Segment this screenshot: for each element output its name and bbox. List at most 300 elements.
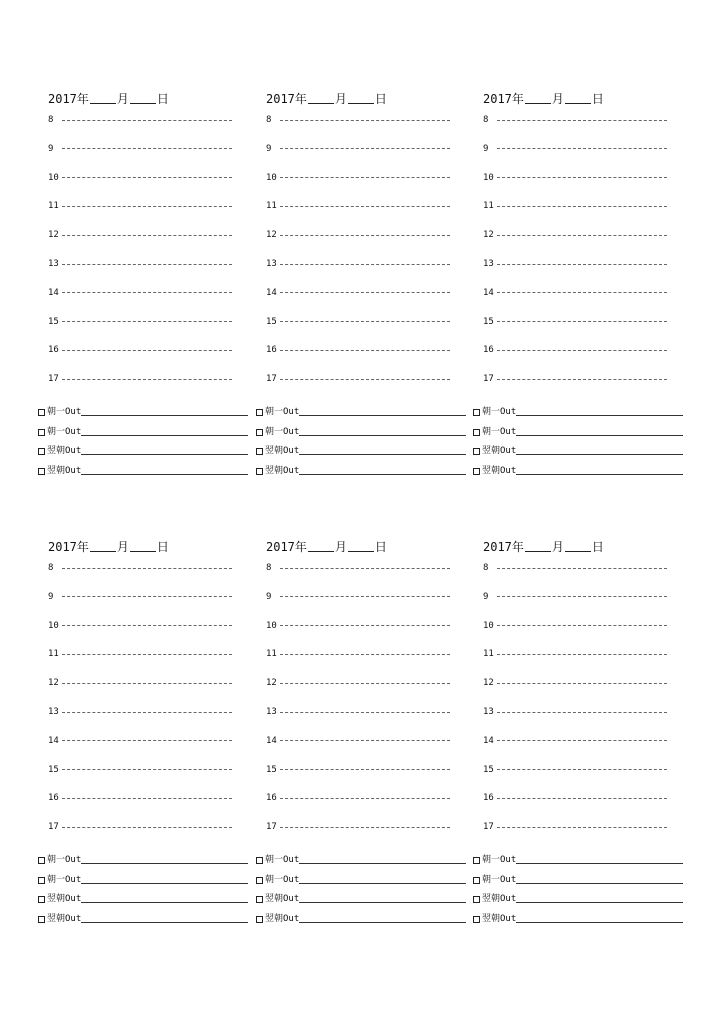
- hour-label: 10: [48, 172, 59, 183]
- write-in-line[interactable]: [299, 863, 466, 864]
- hour-dashed-line: [62, 712, 232, 713]
- hour-label: 12: [483, 678, 494, 689]
- hour-row[interactable]: [483, 763, 667, 777]
- checkbox[interactable]: [38, 896, 45, 903]
- hour-row[interactable]: [48, 113, 232, 127]
- date-header: [266, 538, 387, 556]
- write-in-line[interactable]: [81, 454, 248, 455]
- hour-row[interactable]: [266, 199, 450, 213]
- hour-label: 15: [48, 316, 59, 327]
- write-in-line[interactable]: [299, 922, 466, 923]
- hour-dashed-line: [497, 654, 667, 655]
- checkout-label: 翌朝Out: [265, 894, 300, 904]
- checkout-row: [256, 444, 466, 458]
- hour-dashed-line: [62, 740, 232, 741]
- hour-label: 8: [48, 563, 54, 573]
- hour-row[interactable]: [48, 315, 232, 329]
- hour-row[interactable]: [483, 343, 667, 357]
- hour-row[interactable]: [48, 647, 232, 661]
- hour-dashed-line: [497, 321, 667, 322]
- hour-label: 10: [483, 620, 494, 631]
- hour-dashed-line: [280, 798, 450, 799]
- checkbox[interactable]: [38, 429, 45, 436]
- hour-row[interactable]: [266, 647, 450, 661]
- hour-row[interactable]: [266, 257, 450, 271]
- hour-dashed-line: [62, 769, 232, 770]
- hour-label: 17: [48, 822, 59, 833]
- checkout-row: [473, 873, 683, 887]
- hour-row[interactable]: [48, 228, 232, 242]
- write-in-line[interactable]: [299, 474, 466, 475]
- hour-label: 17: [483, 374, 494, 385]
- date-header: [48, 538, 169, 556]
- hour-dashed-line: [280, 235, 450, 236]
- write-in-line[interactable]: [516, 415, 683, 416]
- checkout-label: 朝一Out: [47, 426, 82, 437]
- hour-row[interactable]: [48, 619, 232, 633]
- checkout-label: 翌朝Out: [47, 913, 82, 924]
- hour-row[interactable]: [266, 372, 450, 386]
- checkbox[interactable]: [256, 896, 263, 903]
- hour-dashed-line: [62, 798, 232, 799]
- hour-label: 13: [483, 259, 494, 269]
- checkout-row: [473, 425, 683, 439]
- checkbox[interactable]: [38, 916, 45, 923]
- checkout-row: [473, 464, 683, 478]
- checkout-row: [256, 873, 466, 887]
- hour-dashed-line: [497, 177, 667, 178]
- hour-dashed-line: [280, 769, 450, 770]
- hour-dashed-line: [280, 292, 450, 293]
- hour-row[interactable]: [266, 676, 450, 690]
- day-card: [256, 90, 466, 485]
- hour-label: 11: [483, 201, 494, 212]
- hour-dashed-line: [280, 120, 450, 121]
- hour-dashed-line: [497, 740, 667, 741]
- hour-dashed-line: [497, 769, 667, 770]
- hour-label: 16: [48, 345, 59, 356]
- checkbox[interactable]: [473, 857, 480, 864]
- hour-dashed-line: [280, 206, 450, 207]
- hour-label: 16: [483, 345, 494, 356]
- hour-dashed-line: [280, 740, 450, 741]
- checkout-row: [256, 892, 466, 906]
- hour-row[interactable]: [483, 199, 667, 213]
- hour-label: 17: [48, 374, 59, 385]
- write-in-line[interactable]: [299, 902, 466, 903]
- month-label: 月: [334, 540, 347, 554]
- hour-dashed-line: [62, 379, 232, 380]
- hour-row[interactable]: [48, 763, 232, 777]
- checkbox[interactable]: [473, 448, 480, 455]
- hour-dashed-line: [280, 148, 450, 149]
- checkout-label: 朝一Out: [47, 407, 82, 417]
- checkout-label: 翌朝Out: [265, 446, 300, 456]
- hour-row[interactable]: [266, 113, 450, 127]
- hour-row[interactable]: [48, 257, 232, 271]
- hour-label: 12: [266, 678, 277, 689]
- write-in-line[interactable]: [81, 863, 248, 864]
- hour-label: 15: [266, 764, 277, 775]
- hour-row[interactable]: [266, 590, 450, 604]
- hour-row[interactable]: [483, 142, 667, 156]
- hour-dashed-line: [497, 235, 667, 236]
- hour-label: 17: [266, 822, 277, 833]
- hour-label: 10: [48, 620, 59, 631]
- hour-label: 10: [266, 172, 277, 183]
- hour-row[interactable]: [266, 315, 450, 329]
- checkbox[interactable]: [38, 468, 45, 475]
- write-in-line[interactable]: [516, 883, 683, 884]
- write-in-line[interactable]: [516, 474, 683, 475]
- checkout-label: 翌朝Out: [265, 913, 300, 924]
- hour-row[interactable]: [48, 171, 232, 185]
- hour-dashed-line: [62, 148, 232, 149]
- checkout-label: 翌朝Out: [482, 913, 517, 924]
- checkout-row: [38, 405, 248, 419]
- checkout-row: [38, 853, 248, 867]
- month-blank[interactable]: [90, 550, 116, 552]
- checkout-label: 朝一Out: [265, 855, 300, 865]
- checkout-label: 翌朝Out: [482, 465, 517, 476]
- hour-label: 8: [266, 115, 272, 125]
- write-in-line[interactable]: [81, 883, 248, 884]
- hour-dashed-line: [280, 379, 450, 380]
- day-label: 日: [591, 540, 604, 554]
- hour-label: 14: [266, 735, 277, 746]
- hour-row[interactable]: [483, 791, 667, 805]
- hour-row[interactable]: [48, 199, 232, 213]
- write-in-line[interactable]: [516, 435, 683, 436]
- month-blank[interactable]: [308, 102, 334, 104]
- hour-row[interactable]: [483, 286, 667, 300]
- hour-dashed-line: [497, 827, 667, 828]
- hour-label: 16: [266, 345, 277, 356]
- checkbox[interactable]: [256, 409, 263, 416]
- checkbox[interactable]: [256, 877, 263, 884]
- hour-label: 14: [48, 287, 59, 298]
- hour-row[interactable]: [266, 791, 450, 805]
- hour-dashed-line: [62, 120, 232, 121]
- hour-dashed-line: [62, 235, 232, 236]
- checkbox[interactable]: [256, 468, 263, 475]
- hour-dashed-line: [280, 683, 450, 684]
- hour-label: 14: [483, 287, 494, 298]
- hour-row[interactable]: [483, 647, 667, 661]
- checkbox[interactable]: [256, 448, 263, 455]
- checkbox[interactable]: [473, 896, 480, 903]
- hour-label: 11: [48, 649, 59, 660]
- hour-row[interactable]: [266, 142, 450, 156]
- month-blank[interactable]: [525, 102, 551, 104]
- hour-row[interactable]: [266, 286, 450, 300]
- hour-dashed-line: [280, 264, 450, 265]
- hour-row[interactable]: [48, 142, 232, 156]
- hour-dashed-line: [280, 177, 450, 178]
- checkout-label: 翌朝Out: [47, 894, 82, 904]
- hour-dashed-line: [62, 596, 232, 597]
- hour-dashed-line: [280, 350, 450, 351]
- hour-label: 12: [48, 678, 59, 689]
- hour-label: 15: [483, 764, 494, 775]
- hour-dashed-line: [497, 120, 667, 121]
- hour-label: 17: [266, 374, 277, 385]
- hour-label: 14: [483, 735, 494, 746]
- write-in-line[interactable]: [299, 883, 466, 884]
- hour-label: 12: [266, 230, 277, 241]
- hour-dashed-line: [62, 827, 232, 828]
- checkout-row: [38, 892, 248, 906]
- hour-row[interactable]: [48, 590, 232, 604]
- hour-row[interactable]: [483, 228, 667, 242]
- hour-row[interactable]: [483, 257, 667, 271]
- day-card: [256, 538, 466, 933]
- hour-row[interactable]: [48, 791, 232, 805]
- write-in-line[interactable]: [299, 454, 466, 455]
- hour-label: 13: [483, 707, 494, 717]
- hour-row[interactable]: [48, 372, 232, 386]
- day-card: [473, 538, 683, 933]
- hour-label: 8: [483, 563, 489, 573]
- checkout-label: 翌朝Out: [265, 465, 300, 476]
- day-blank[interactable]: [130, 550, 156, 552]
- hour-dashed-line: [497, 596, 667, 597]
- hour-label: 9: [48, 591, 54, 602]
- day-blank[interactable]: [565, 550, 591, 552]
- year-label: 2017年: [483, 540, 524, 554]
- checkout-row: [38, 425, 248, 439]
- hour-dashed-line: [497, 568, 667, 569]
- checkout-row: [38, 912, 248, 926]
- hour-label: 8: [48, 115, 54, 125]
- checkout-label: 朝一Out: [482, 855, 517, 865]
- month-label: 月: [116, 92, 129, 106]
- checkout-label: 翌朝Out: [482, 446, 517, 456]
- hour-row[interactable]: [48, 734, 232, 748]
- year-label: 2017年: [266, 540, 307, 554]
- hour-dashed-line: [62, 683, 232, 684]
- hour-label: 11: [483, 649, 494, 660]
- checkbox[interactable]: [38, 877, 45, 884]
- date-header: [266, 90, 387, 108]
- day-card: [473, 90, 683, 485]
- hour-row[interactable]: [483, 619, 667, 633]
- write-in-line[interactable]: [516, 454, 683, 455]
- checkbox[interactable]: [38, 857, 45, 864]
- hour-dashed-line: [280, 625, 450, 626]
- day-blank[interactable]: [348, 550, 374, 552]
- checkout-row: [38, 464, 248, 478]
- hour-row[interactable]: [48, 286, 232, 300]
- write-in-line[interactable]: [516, 922, 683, 923]
- checkbox[interactable]: [256, 916, 263, 923]
- checkout-row: [473, 892, 683, 906]
- hour-row[interactable]: [483, 734, 667, 748]
- hour-row[interactable]: [266, 820, 450, 834]
- hour-dashed-line: [280, 827, 450, 828]
- hour-row[interactable]: [483, 372, 667, 386]
- hour-label: 14: [48, 735, 59, 746]
- hour-label: 12: [48, 230, 59, 241]
- write-in-line[interactable]: [81, 435, 248, 436]
- day-label: 日: [156, 540, 169, 554]
- hour-label: 9: [266, 591, 272, 602]
- hour-label: 17: [483, 822, 494, 833]
- hour-row[interactable]: [266, 705, 450, 719]
- write-in-line[interactable]: [81, 922, 248, 923]
- day-blank[interactable]: [130, 102, 156, 104]
- hour-label: 15: [483, 316, 494, 327]
- hour-label: 13: [48, 259, 59, 269]
- hour-label: 16: [48, 793, 59, 804]
- month-blank[interactable]: [90, 102, 116, 104]
- hour-label: 11: [266, 201, 277, 212]
- hour-label: 14: [266, 287, 277, 298]
- year-label: 2017年: [266, 92, 307, 106]
- day-card: [38, 538, 248, 933]
- hour-label: 15: [48, 764, 59, 775]
- checkout-label: 翌朝Out: [47, 465, 82, 476]
- checkout-label: 朝一Out: [47, 855, 82, 865]
- hour-row[interactable]: [483, 561, 667, 575]
- hour-row[interactable]: [266, 734, 450, 748]
- write-in-line[interactable]: [81, 474, 248, 475]
- hour-dashed-line: [497, 292, 667, 293]
- hour-row[interactable]: [483, 171, 667, 185]
- hour-row[interactable]: [483, 705, 667, 719]
- hour-dashed-line: [62, 654, 232, 655]
- hour-label: 10: [266, 620, 277, 631]
- hour-row[interactable]: [48, 676, 232, 690]
- checkout-row: [473, 853, 683, 867]
- hour-row[interactable]: [266, 171, 450, 185]
- checkout-row: [473, 405, 683, 419]
- month-label: 月: [551, 92, 564, 106]
- checkout-label: 朝一Out: [482, 874, 517, 885]
- checkout-label: 翌朝Out: [482, 894, 517, 904]
- hour-dashed-line: [497, 798, 667, 799]
- write-in-line[interactable]: [81, 415, 248, 416]
- month-label: 月: [551, 540, 564, 554]
- hour-label: 16: [266, 793, 277, 804]
- hour-row[interactable]: [266, 228, 450, 242]
- checkbox[interactable]: [473, 409, 480, 416]
- year-label: 2017年: [483, 92, 524, 106]
- hour-row[interactable]: [483, 113, 667, 127]
- hour-dashed-line: [280, 712, 450, 713]
- checkout-label: 翌朝Out: [47, 446, 82, 456]
- date-header: [48, 90, 169, 108]
- hour-row[interactable]: [483, 820, 667, 834]
- hour-label: 13: [266, 259, 277, 269]
- checkbox[interactable]: [473, 916, 480, 923]
- hour-dashed-line: [280, 596, 450, 597]
- hour-row[interactable]: [266, 763, 450, 777]
- hour-row[interactable]: [48, 561, 232, 575]
- checkout-row: [256, 912, 466, 926]
- date-header: [483, 538, 604, 556]
- hour-row[interactable]: [48, 343, 232, 357]
- checkbox[interactable]: [473, 429, 480, 436]
- day-blank[interactable]: [565, 102, 591, 104]
- hour-label: 8: [266, 563, 272, 573]
- hour-row[interactable]: [266, 561, 450, 575]
- hour-row[interactable]: [483, 676, 667, 690]
- day-label: 日: [156, 92, 169, 106]
- hour-dashed-line: [62, 350, 232, 351]
- hour-label: 15: [266, 316, 277, 327]
- checkbox[interactable]: [256, 857, 263, 864]
- hour-label: 12: [483, 230, 494, 241]
- hour-dashed-line: [62, 206, 232, 207]
- month-label: 月: [116, 540, 129, 554]
- hour-dashed-line: [497, 350, 667, 351]
- write-in-line[interactable]: [516, 902, 683, 903]
- year-label: 2017年: [48, 540, 89, 554]
- hour-row[interactable]: [483, 590, 667, 604]
- hour-row[interactable]: [266, 619, 450, 633]
- day-blank[interactable]: [348, 102, 374, 104]
- hour-label: 9: [483, 143, 489, 154]
- hour-label: 11: [266, 649, 277, 660]
- day-label: 日: [374, 92, 387, 106]
- write-in-line[interactable]: [81, 902, 248, 903]
- month-label: 月: [334, 92, 347, 106]
- hour-dashed-line: [62, 292, 232, 293]
- day-label: 日: [591, 92, 604, 106]
- checkbox[interactable]: [38, 409, 45, 416]
- checkout-label: 朝一Out: [482, 407, 517, 417]
- hour-row[interactable]: [483, 315, 667, 329]
- checkbox[interactable]: [473, 877, 480, 884]
- hour-row[interactable]: [48, 820, 232, 834]
- checkout-label: 朝一Out: [482, 426, 517, 437]
- day-label: 日: [374, 540, 387, 554]
- date-header: [483, 90, 604, 108]
- checkout-label: 朝一Out: [47, 874, 82, 885]
- checkout-row: [473, 444, 683, 458]
- month-blank[interactable]: [525, 550, 551, 552]
- hour-dashed-line: [62, 625, 232, 626]
- checkout-row: [256, 464, 466, 478]
- hour-label: 10: [483, 172, 494, 183]
- hour-label: 16: [483, 793, 494, 804]
- checkout-row: [256, 425, 466, 439]
- hour-dashed-line: [497, 148, 667, 149]
- checkout-label: 朝一Out: [265, 407, 300, 417]
- month-blank[interactable]: [308, 550, 334, 552]
- hour-dashed-line: [280, 654, 450, 655]
- hour-dashed-line: [497, 712, 667, 713]
- hour-row[interactable]: [48, 705, 232, 719]
- hour-dashed-line: [497, 206, 667, 207]
- checkout-row: [38, 444, 248, 458]
- hour-dashed-line: [497, 379, 667, 380]
- checkbox[interactable]: [38, 448, 45, 455]
- hour-dashed-line: [62, 264, 232, 265]
- write-in-line[interactable]: [516, 863, 683, 864]
- checkbox[interactable]: [256, 429, 263, 436]
- checkout-row: [256, 853, 466, 867]
- hour-row[interactable]: [266, 343, 450, 357]
- hour-dashed-line: [280, 568, 450, 569]
- checkbox[interactable]: [473, 468, 480, 475]
- write-in-line[interactable]: [299, 435, 466, 436]
- write-in-line[interactable]: [299, 415, 466, 416]
- hour-dashed-line: [497, 625, 667, 626]
- checkout-label: 朝一Out: [265, 426, 300, 437]
- hour-label: 9: [48, 143, 54, 154]
